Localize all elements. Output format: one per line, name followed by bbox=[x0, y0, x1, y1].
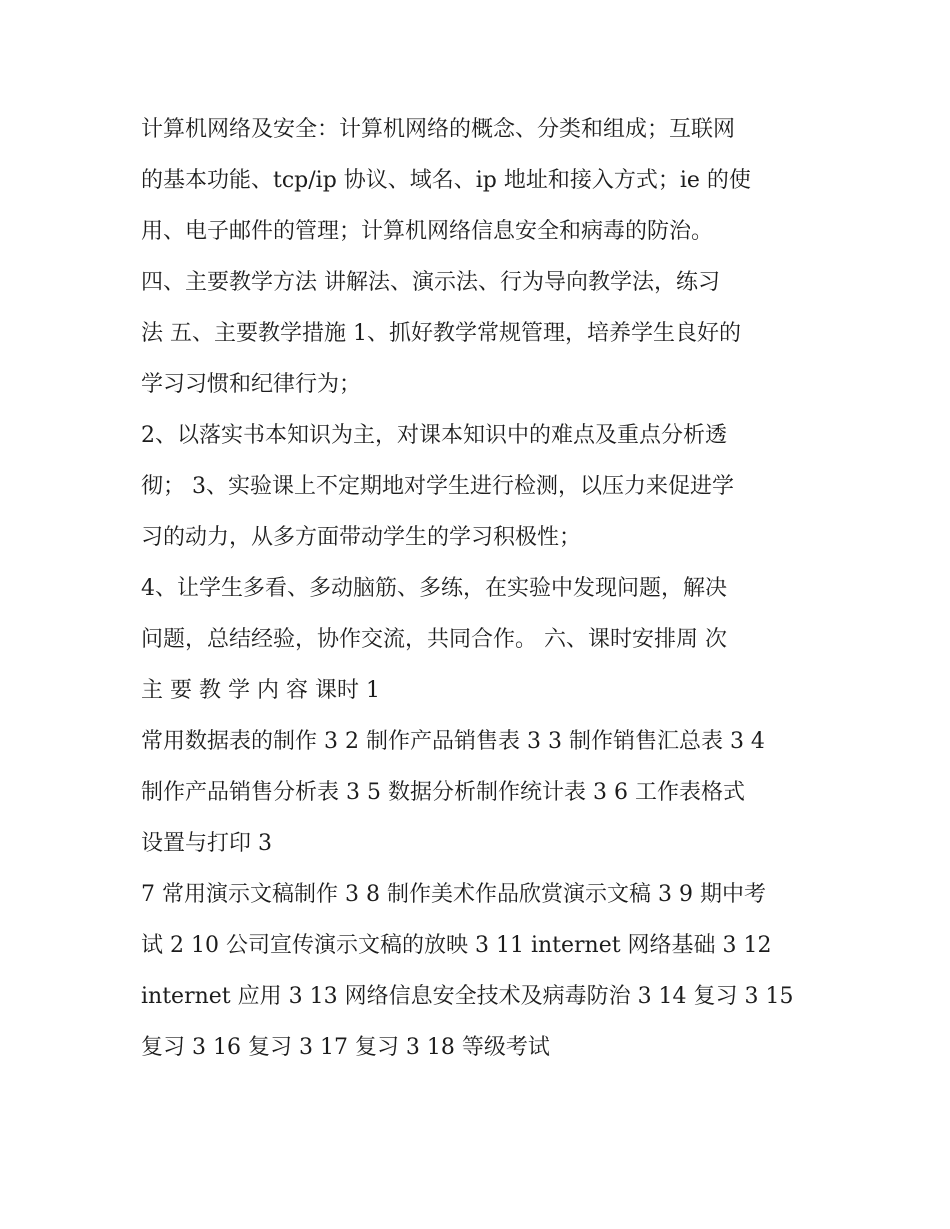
text-line: 用、电子邮件的管理；计算机网络信息安全和病毒的防治。 bbox=[141, 219, 714, 244]
text-line: 主 要 教 学 内 容 课时 1 bbox=[141, 678, 380, 703]
text-line: 试 2 10 公司宣传演示文稿的放映 3 11 internet 网络基础 3 12 bbox=[141, 933, 772, 958]
text-line: 7 常用演示文稿制作 3 8 制作美术作品欣赏演示文稿 3 9 期中考 bbox=[141, 882, 766, 907]
text-line: 计算机网络及安全：计算机网络的概念、分类和组成；互联网 bbox=[141, 117, 736, 142]
text-line: 法 五、主要教学措施 1、抓好教学常规管理，培养学生良好的 bbox=[141, 321, 741, 346]
text-line: 的基本功能、tcp/ip 协议、域名、ip 地址和接入方式；ie 的使 bbox=[141, 168, 751, 193]
text-line: 彻； 3、实验课上不定期地对学生进行检测，以压力来促进学 bbox=[141, 474, 734, 499]
text-line: 学习习惯和纪律行为； bbox=[141, 372, 362, 397]
text-line: 问题，总结经验，协作交流，共同合作。 六、课时安排周 次 bbox=[141, 627, 727, 652]
body-text bbox=[141, 104, 831, 1073]
text-line: 四、主要教学方法 讲解法、演示法、行为导向教学法，练习 bbox=[141, 270, 720, 295]
text-line: 习的动力，从多方面带动学生的学习积极性； bbox=[141, 525, 582, 550]
text-line: 设置与打印 3 bbox=[141, 831, 272, 856]
text-line: 制作产品销售分析表 3 5 数据分析制作统计表 3 6 工作表格式 bbox=[141, 780, 745, 805]
text-line: 复习 3 16 复习 3 17 复习 3 18 等级考试 bbox=[141, 1035, 550, 1060]
text-line: 4、让学生多看、多动脑筋、多练，在实验中发现问题，解决 bbox=[141, 576, 727, 601]
text-line: internet 应用 3 13 网络信息安全技术及病毒防治 3 14 复习 3 15 bbox=[141, 984, 794, 1009]
text-line: 常用数据表的制作 3 2 制作产品销售表 3 3 制作销售汇总表 3 4 bbox=[141, 729, 765, 754]
text-line: 2、以落实书本知识为主，对课本知识中的难点及重点分析透 bbox=[141, 423, 727, 448]
